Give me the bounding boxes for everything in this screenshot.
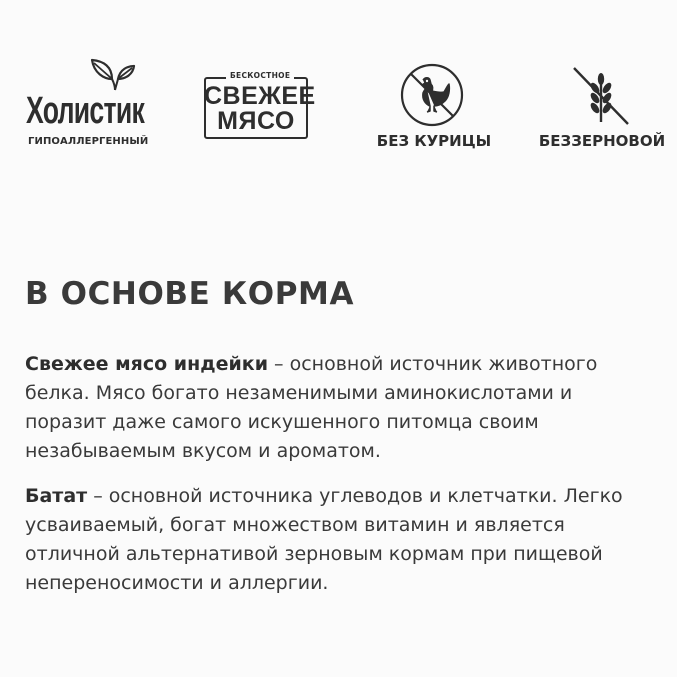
paragraph-sweet-potato-bold: Батат — [25, 485, 88, 507]
paragraph-turkey — [25, 350, 645, 466]
paragraph-sweet-potato — [25, 482, 645, 598]
no-grain-icon — [570, 66, 632, 126]
badge-no-chicken — [372, 62, 496, 157]
badge-fresh-meat — [204, 71, 316, 141]
fresh-meat-top: БЕСКОСТНОЕ — [226, 71, 294, 80]
paragraph-sweet-potato-text: – основной источника углеводов и клетчатки. Легко усваиваемый, богат множеством витамин и является отличной альтернативой зерновым кормам при пищевой непереносимости и аллергии. — [25, 485, 623, 594]
no-chicken-label: БЕЗ КУРИЦЫ — [376, 132, 492, 150]
badge-grain-free — [532, 62, 672, 157]
holistic-title: Холистик — [26, 90, 145, 132]
paragraph-turkey-text: – основной источник животного белка. Мясо богато незаменимыми аминокислотами и поразит даже самого искушенного питомца своим незабываемым вкусом и ароматом. — [25, 353, 598, 462]
badge-holistic — [26, 57, 166, 157]
paragraph-turkey-bold: Свежее мясо индейки — [25, 353, 269, 375]
fresh-meat-line1: СВЕЖЕЕ — [204, 82, 316, 110]
fresh-meat-line2: МЯСО — [217, 107, 295, 135]
feature-badges — [0, 0, 677, 170]
leaf-icon — [84, 57, 140, 91]
section-heading: В ОСНОВЕ КОРМА — [25, 276, 355, 312]
holistic-subtitle: ГИПОАЛЛЕРГЕННЫЙ — [28, 136, 149, 147]
no-chicken-icon — [399, 62, 465, 128]
grain-free-label: БЕЗЗЕРНОВОЙ — [538, 132, 666, 150]
